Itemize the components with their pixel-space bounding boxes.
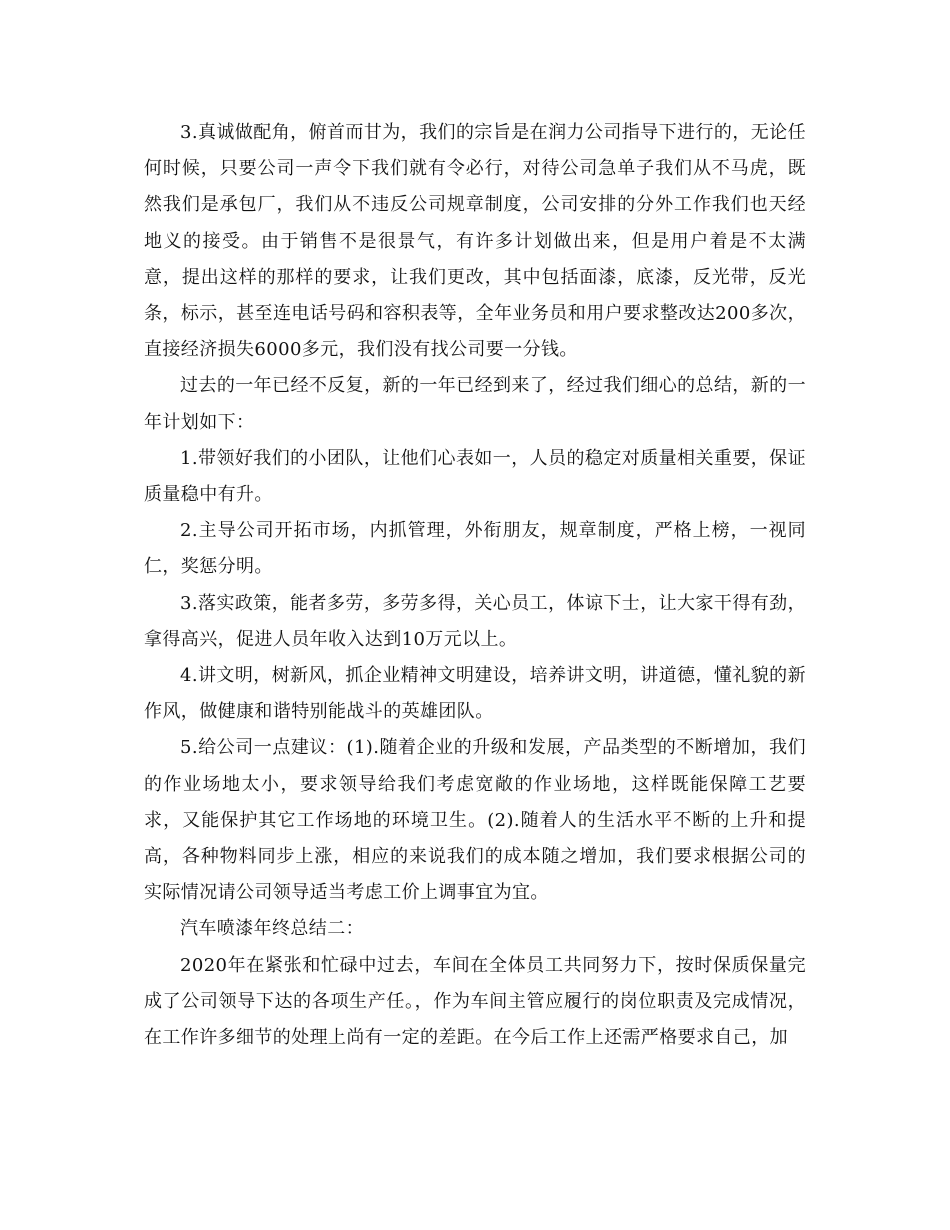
- paragraph-plan-item-1: 1.带领好我们的小团队，让他们心表如一，人员的稳定对质量相关重要，保证质量稳中有升。: [144, 447, 806, 506]
- paragraph-plan-item-2: 2.主导公司开拓市场，内抓管理，外衔朋友，规章制度，严格上榜，一视同仁，奖惩分明。: [144, 520, 806, 578]
- document-body: [144, 115, 806, 1056]
- paragraph-new-year-plan-intro: 过去的一年已经不反复，新的一年已经到来了，经过我们细心的总结，新的一年计划如下：: [144, 375, 806, 433]
- paragraph-commitment: 3.真诚做配角，俯首而甘为，我们的宗旨是在润力公司指导下进行的，无论任何时候，只要公司一声令下我们就有令必行，对待公司急单子我们从不马虎，既然我们是承包厂，我们从不违反公司规章制度，公司安排的分外工作我们也天经地义的接受。由于销售不是很景气，有许多计划做出来，但是用户着是不太满意，提出这样的那样的要求，让我们更改，其中包括面漆，底漆，反光带，反光条，标示，甚至连电话号码和容积表等，全年业务员和用户要求整改达200多次，直接经济损失6000多元，我们没有找公司要一分钱。: [144, 122, 806, 361]
- paragraph-plan-item-3: 3.落实政策，能者多劳，多劳多得，关心员工，体谅下士，让大家干得有劲，拿得高兴，促进人员年收入达到10万元以上。: [144, 592, 806, 650]
- paragraph-summary-two-intro: 2020年在紧张和忙碌中过去，车间在全体员工共同努力下，按时保质保量完成了公司领导下达的各项生产任。，作为车间主管应履行的岗位职责及完成情况，在工作许多细节的处理上尚有一定的差距。在今后工作上还需严格要求自己，加: [144, 954, 806, 1049]
- paragraph-plan-item-5: 5.给公司一点建议：(1).随着企业的升级和发展，产品类型的不断增加，我们的作业场地太小，要求领导给我们考虑宽敞的作业场地，这样既能保障工艺要求，又能保护其它工作场地的环境卫生。(2).随着人的生活水平不断的上升和提高，各种物料同步上涨，相应的来说我们的成本随之增加，我们要求根据公司的实际情况请公司领导适当考虑工价上调事宜为宜。: [144, 737, 806, 904]
- paragraph-plan-item-4: 4.讲文明，树新风，抓企业精神文明建设，培养讲文明，讲道德，懂礼貌的新作风，做健康和谐特别能战斗的英雄团队。: [144, 665, 806, 723]
- section-heading-summary-two: 汽车喷漆年终总结二：: [180, 918, 364, 940]
